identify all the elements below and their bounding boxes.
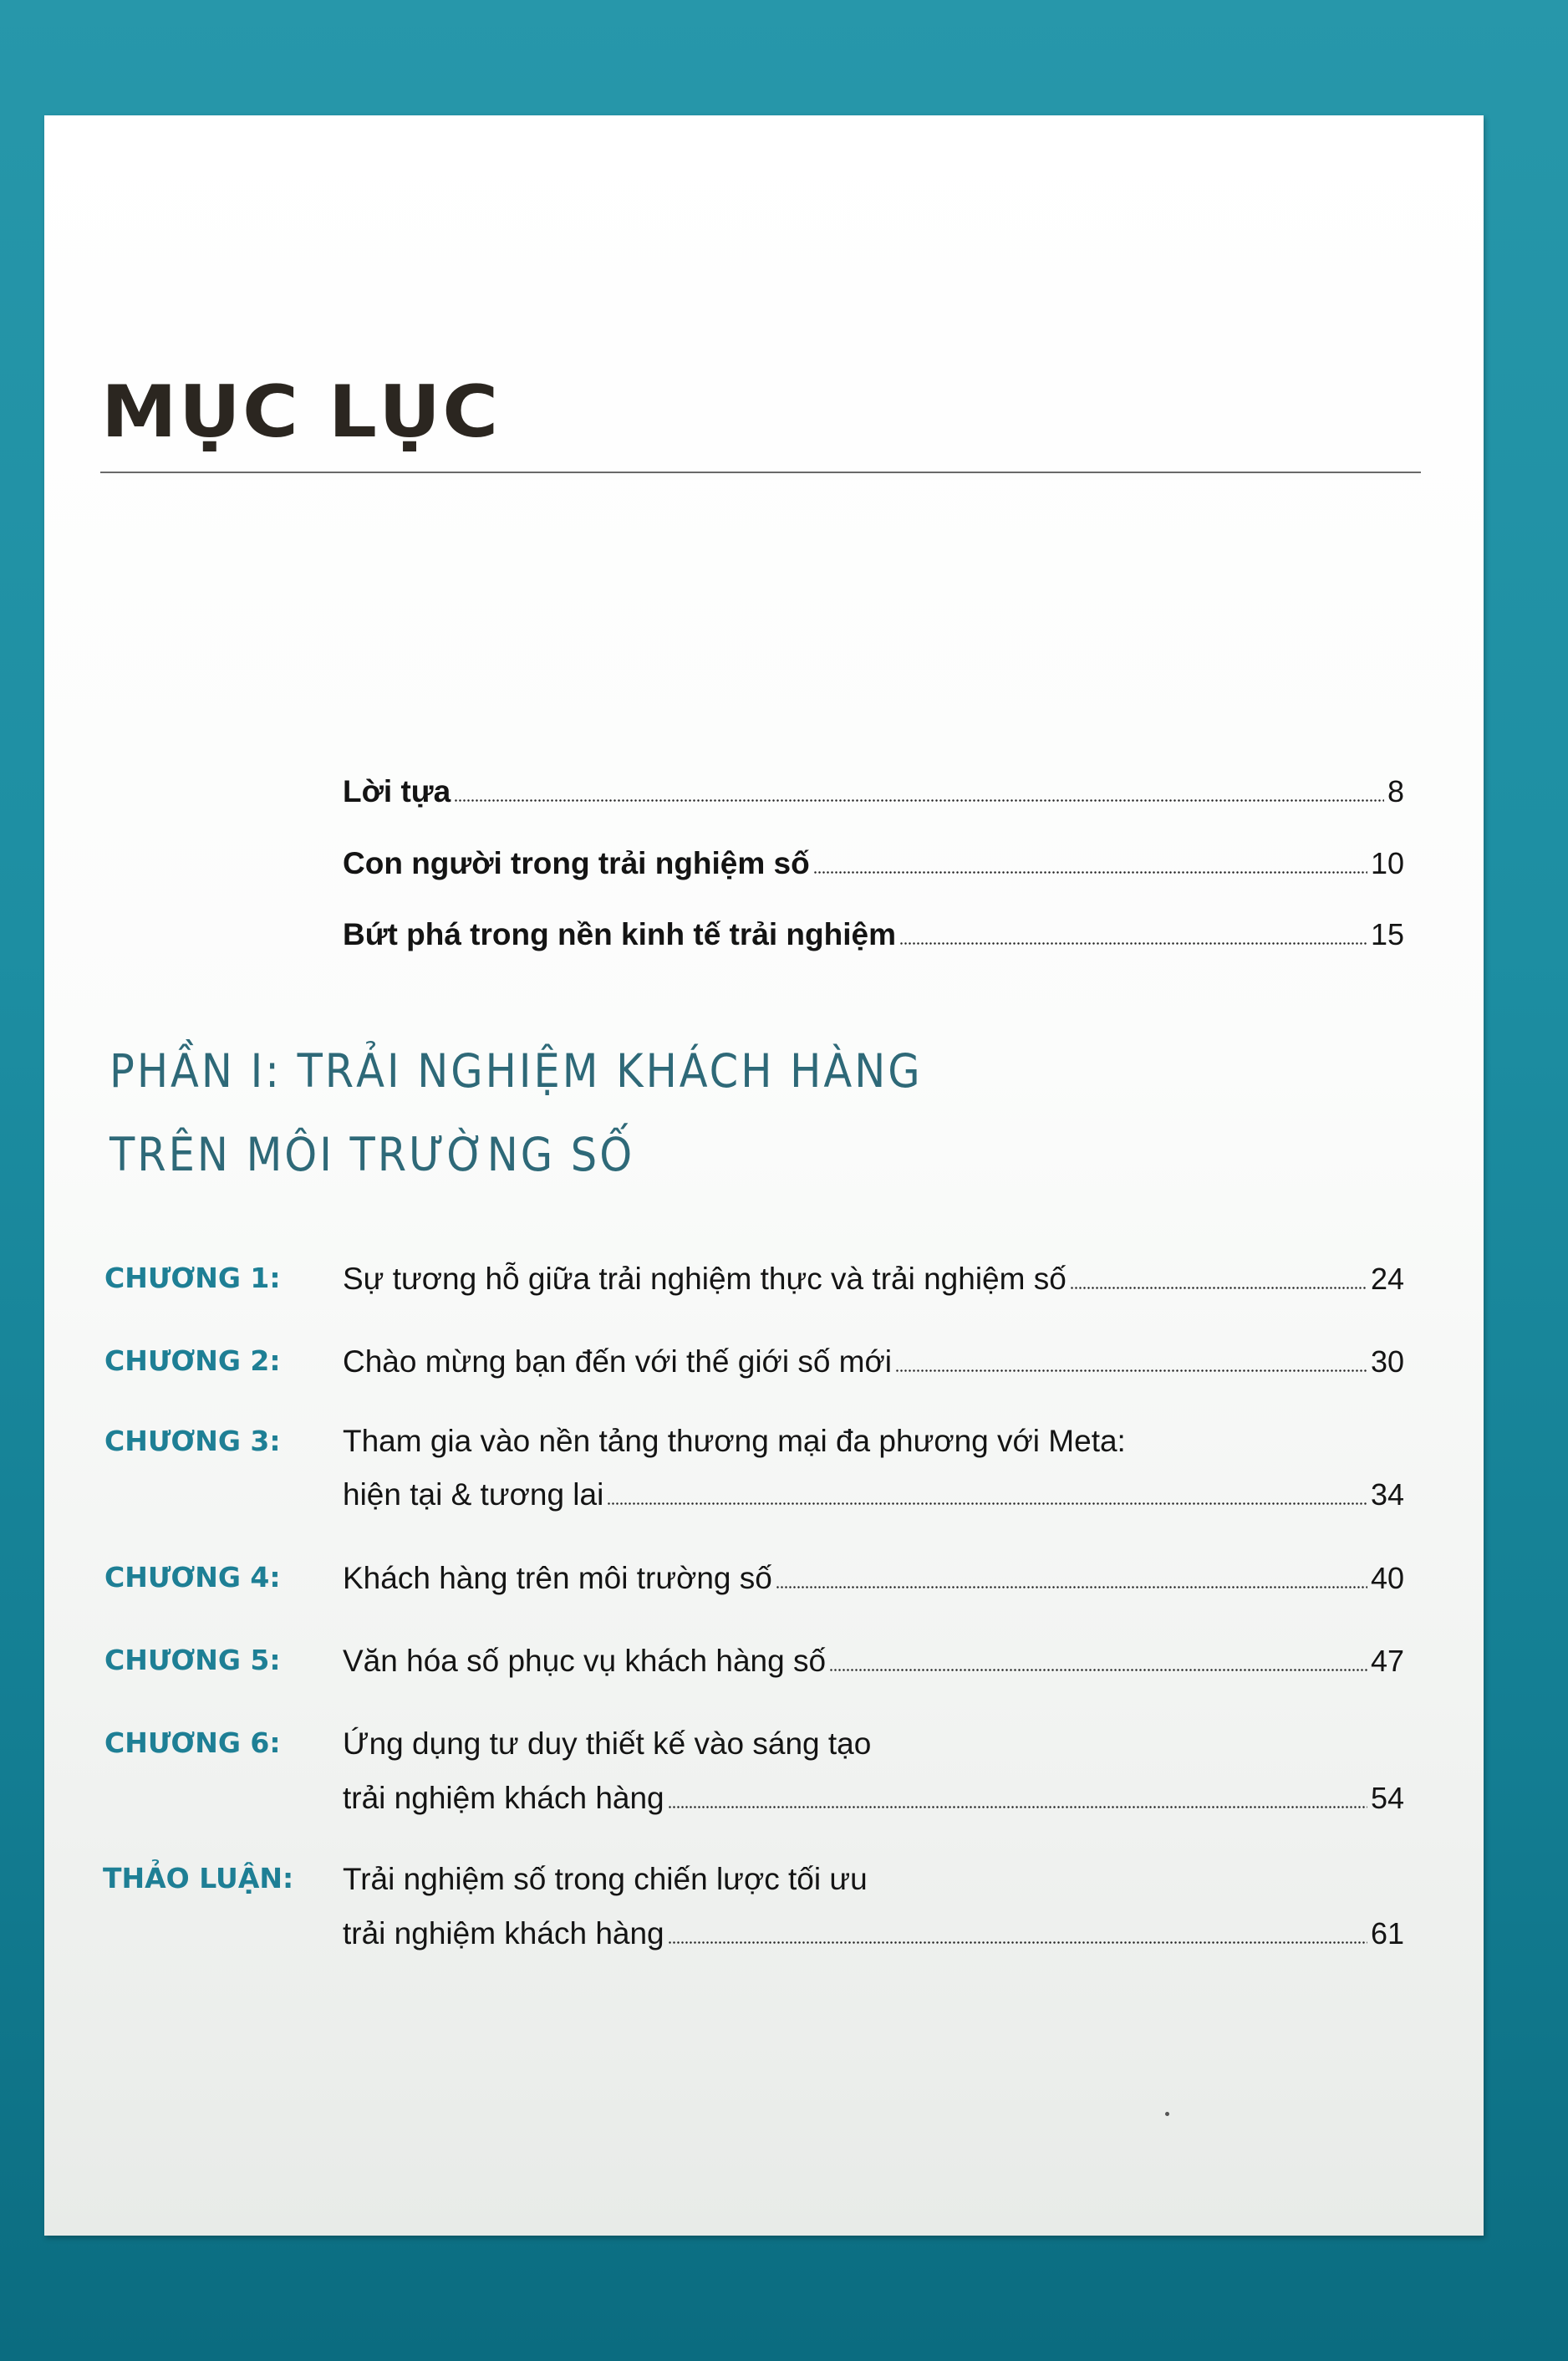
entry-title: Khách hàng trên môi trường số xyxy=(343,1561,772,1595)
entry-title: Con người trong trải nghiệm số xyxy=(343,846,810,880)
entry-title-line1[interactable]: Trải nghiệm số trong chiến lược tối ưu xyxy=(343,1862,868,1896)
entry-title-line1[interactable]: Ứng dụng tư duy thiết kế vào sáng tạo xyxy=(343,1726,872,1761)
chapter-label: CHƯƠNG 1: xyxy=(104,1262,281,1294)
toc-entry-chapter-5[interactable] xyxy=(343,1645,1404,1676)
chapter-label: CHƯƠNG 2: xyxy=(104,1344,281,1377)
chapter-label: CHƯƠNG 3: xyxy=(104,1425,281,1457)
entry-title: Lời tựa xyxy=(343,774,451,808)
entry-title: trải nghiệm khách hàng xyxy=(343,1916,664,1951)
dot-leader xyxy=(668,1941,1367,1944)
toc-entry-preface[interactable] xyxy=(343,776,1404,807)
entry-title: Chào mừng bạn đến với thế giới số mới xyxy=(343,1344,892,1379)
page-number: 24 xyxy=(1370,1262,1404,1296)
toc-entry-chapter-6[interactable] xyxy=(343,1782,1404,1813)
dot-leader xyxy=(668,1806,1367,1808)
dot-leader xyxy=(899,942,1367,945)
chapter-label: CHƯƠNG 5: xyxy=(104,1644,281,1676)
discussion-label: THẢO LUẬN: xyxy=(103,1862,294,1894)
page-number: 47 xyxy=(1370,1644,1404,1678)
page-number: 34 xyxy=(1370,1477,1404,1512)
toc-entry-breakthrough[interactable] xyxy=(343,919,1404,950)
dot-leader xyxy=(1070,1287,1367,1289)
chapter-label: CHƯƠNG 4: xyxy=(104,1561,281,1594)
dot-leader xyxy=(895,1369,1367,1372)
page-number: 40 xyxy=(1370,1561,1404,1595)
page-number: 15 xyxy=(1370,917,1404,951)
entry-title: hiện tại & tương lai xyxy=(343,1477,604,1512)
page-number: 61 xyxy=(1370,1916,1404,1951)
title-divider xyxy=(100,472,1421,473)
dot-leader xyxy=(776,1586,1367,1588)
page-number: 8 xyxy=(1387,774,1404,808)
dot-leader xyxy=(829,1669,1367,1671)
toc-entry-chapter-3[interactable] xyxy=(343,1479,1404,1510)
page-number: 54 xyxy=(1370,1781,1404,1815)
entry-title: Sự tương hỗ giữa trải nghiệm thực và trải nghiệm số xyxy=(343,1262,1067,1296)
toc-entry-chapter-4[interactable] xyxy=(343,1563,1404,1594)
part-heading-line1: PHẦN I: TRẢI NGHIỆM KHÁCH HÀNG xyxy=(109,1044,923,1098)
chapter-label: CHƯƠNG 6: xyxy=(104,1726,281,1759)
entry-title: Văn hóa số phục vụ khách hàng số xyxy=(343,1644,827,1678)
paper-speck xyxy=(1165,2112,1169,2116)
dot-leader xyxy=(813,871,1367,874)
page-number: 10 xyxy=(1370,846,1404,880)
page-number: 30 xyxy=(1370,1344,1404,1379)
toc-entry-people[interactable] xyxy=(343,848,1404,879)
part-heading-line2: TRÊN MÔI TRƯỜNG SỐ xyxy=(109,1128,635,1181)
toc-entry-chapter-2[interactable] xyxy=(343,1346,1404,1377)
toc-entry-discussion[interactable] xyxy=(343,1918,1404,1949)
dot-leader xyxy=(454,799,1384,802)
toc-page xyxy=(44,115,1484,2236)
toc-entry-chapter-1[interactable] xyxy=(343,1263,1404,1294)
entry-title: Bứt phá trong nền kinh tế trải nghiệm xyxy=(343,917,896,951)
entry-title: trải nghiệm khách hàng xyxy=(343,1781,664,1815)
dot-leader xyxy=(607,1502,1367,1505)
page-title: MỤC LỤC xyxy=(101,370,501,454)
entry-title-line1[interactable]: Tham gia vào nền tảng thương mại đa phương với Meta: xyxy=(343,1424,1126,1458)
